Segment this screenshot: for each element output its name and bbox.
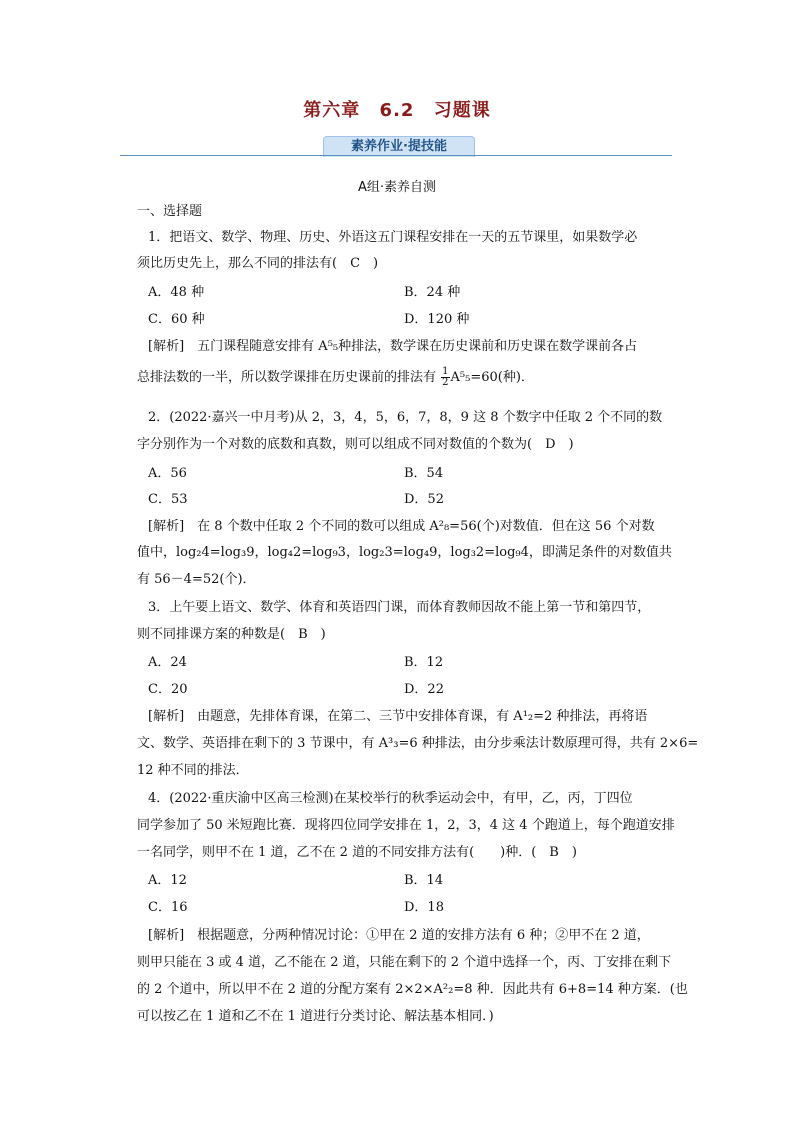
q3-analysis-line-1 [148, 709, 647, 725]
analysis-label: [解析] [148, 709, 185, 724]
page-title [0, 96, 794, 122]
q4-analysis-line-2: 则甲只能在 3 或 4 道，乙不能在 2 道，只能在剩下的 2 个道中选择一个，丙、丁安排在剩下 [137, 955, 672, 970]
q4-stem-line-2: 同学参加了 50 米短跑比赛．现将四位同学安排在 1，2，3，4 这 4 个跑道上，每个跑道安排 [137, 818, 675, 833]
chapter-label: 第六章 [303, 100, 361, 121]
fraction-numerator: 1 [442, 366, 449, 377]
analysis-text: 由题意，先排体育课，在第二、三节中安排体育课，有 A¹₂=2 种排法，再将语 [197, 709, 648, 724]
q1-stem-line-2: 须比历史先上，那么不同的排法有( C ) [137, 256, 379, 271]
analysis-text: A⁵₅=60(种)． [450, 370, 534, 385]
q2-stem-line-1: 2．(2022·嘉兴一中月考)从 2，3，4，5，6，7，8，9 这 8 个数字中任取 2 个不同的数 [148, 410, 663, 425]
lesson-name: 习题课 [433, 100, 491, 121]
analysis-text: 五门课程随意安排有 A⁵₅种排法，数学课在历史课前和历史课在数学课前各占 [197, 339, 638, 354]
q1-option-b: B．24 种 [404, 285, 461, 300]
q3-stem-line-1: 3．上午要上语文、数学、体育和英语四门课，而体育教师因故不能上第一节和第四节， [148, 600, 651, 615]
analysis-label: [解析] [148, 519, 185, 534]
q1-analysis-line-1 [148, 339, 637, 355]
q4-option-d: D．18 [404, 900, 444, 915]
q3-analysis-line-3: 12 种不同的排法． [137, 763, 249, 778]
section-banner: 素养作业·提技能 [323, 136, 475, 157]
q1-option-d: D．120 种 [404, 312, 470, 327]
q4-analysis-line-1 [148, 928, 650, 944]
q4-analysis-line-3: 的 2 个道中，所以甲不在 2 道的分配方案有 2×2×A²₂=8 种．因此共有 6+8=14 种方案．(也 [137, 982, 688, 997]
q3-option-d: D．22 [404, 682, 444, 697]
q3-stem-line-2: 则不同排课方案的种数是( B ) [137, 627, 326, 642]
fraction-denominator: 2 [442, 377, 449, 388]
q3-option-b: B．12 [404, 655, 444, 670]
q2-option-b: B．54 [404, 466, 444, 481]
q3-option-a: A．24 [148, 655, 187, 670]
q4-option-a: A．12 [148, 873, 187, 888]
analysis-text: 根据题意，分两种情况讨论：①甲在 2 道的安排方法有 6 种；②甲不在 2 道， [197, 928, 650, 943]
fraction [441, 367, 449, 388]
section-title: 一、选择题 [137, 204, 203, 219]
q2-analysis-line-2: 值中，log₂4=log₃9，log₄2=log₉3，log₂3=log₄9，log₃2=log₉4，即满足条件的对数值共 [137, 545, 672, 560]
q2-stem-line-2: 字分别作为一个对数的底数和真数，则可以组成不同对数值的个数为( D ) [137, 437, 574, 452]
q4-option-b: B．14 [404, 873, 444, 888]
header-divider [120, 155, 672, 156]
q2-analysis-line-1 [148, 519, 655, 535]
q3-option-c: C．20 [148, 682, 188, 697]
analysis-label: [解析] [148, 928, 185, 943]
q1-option-a: A．48 种 [148, 285, 205, 300]
analysis-text: 在 8 个数中任取 2 个不同的数可以组成 A²₈=56(个)对数值．但在这 56 个对数 [197, 519, 655, 534]
section-number: 6.2 [379, 100, 415, 121]
q1-analysis-line-2 [137, 367, 534, 388]
q4-stem-line-3: 一名同学，则甲不在 1 道，乙不在 2 道的不同安排方法有( )种．( B ) [137, 845, 577, 860]
q2-option-c: C．53 [148, 492, 188, 507]
q1-option-c: C．60 种 [148, 312, 205, 327]
q2-analysis-line-3: 有 56－4=52(个)． [137, 572, 256, 587]
analysis-label: [解析] [148, 339, 185, 354]
analysis-text: 总排法数的一半，所以数学课排在历史课前的排法有 [137, 370, 437, 385]
q3-analysis-line-2: 文、数学、英语排在剩下的 3 节课中，有 A³₃=6 种排法，由分步乘法计数原理可得，共有 2×6= [137, 736, 699, 751]
q2-option-a: A．56 [148, 466, 187, 481]
group-heading: A组·素养自测 [357, 180, 437, 195]
q4-analysis-line-4: 可以按乙在 1 道和乙不在 1 道进行分类讨论、解法基本相同．) [137, 1009, 494, 1024]
q1-stem-line-1: 1．把语文、数学、物理、历史、外语这五门课程安排在一天的五节课里，如果数学必 [148, 230, 638, 245]
q4-option-c: C．16 [148, 900, 188, 915]
q2-option-d: D．52 [404, 492, 444, 507]
q4-stem-line-1: 4．(2022·重庆渝中区高三检测)在某校举行的秋季运动会中，有甲，乙，丙，丁四位 [148, 791, 633, 806]
